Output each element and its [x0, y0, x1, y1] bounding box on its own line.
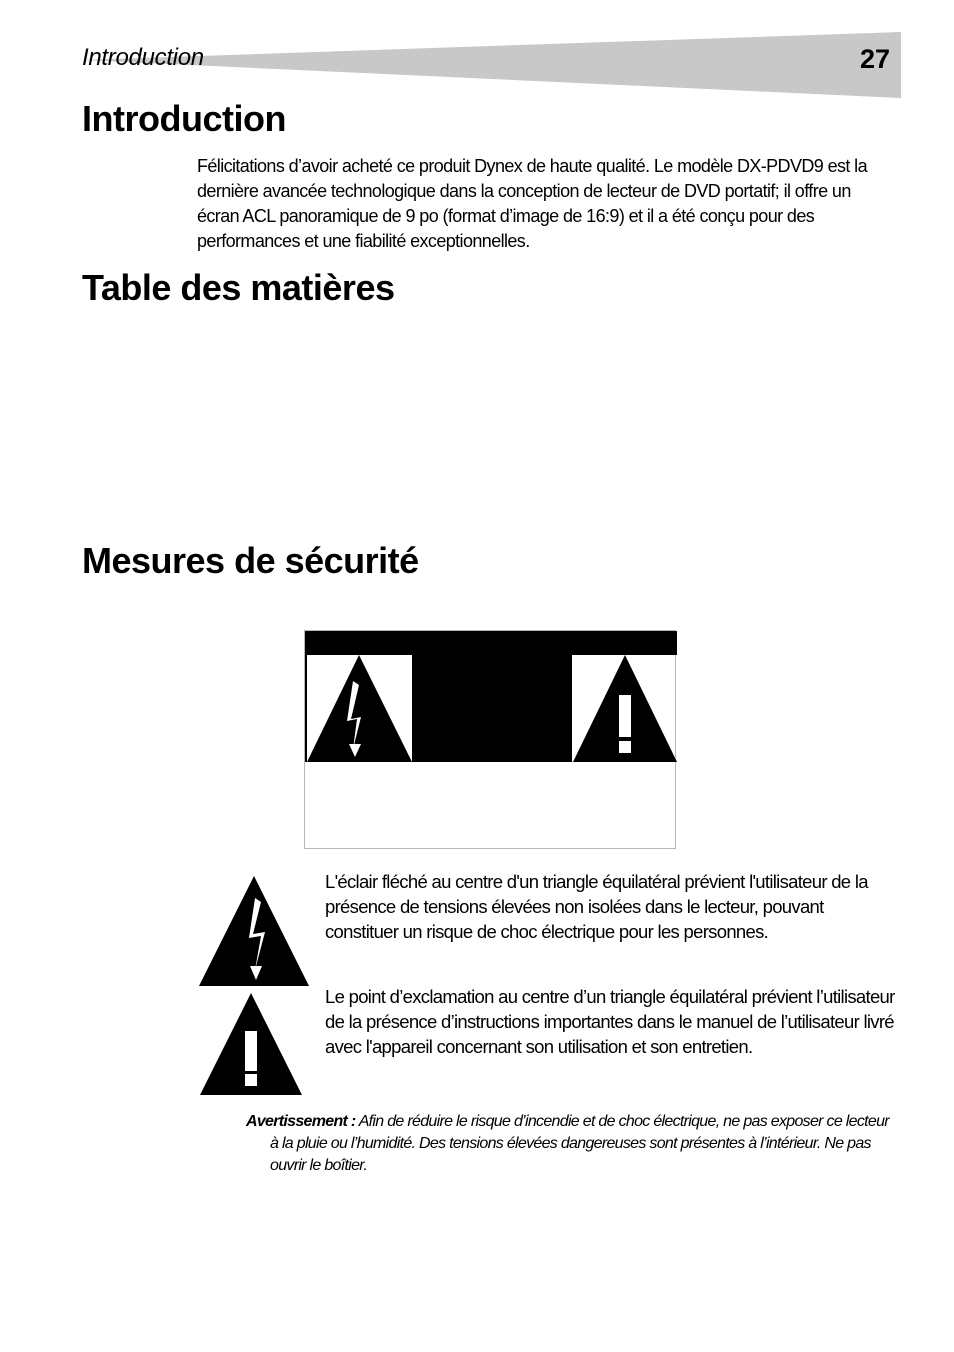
table-of-contents-heading: Table des matières: [82, 267, 395, 308]
exclamation-symbol-description: Le point d’exclamation au centre d’un triangle équilatéral prévient l’utilisateur de la présence d’instructions importantes dans le manuel de l’utilisateur livré avec l'appareil concernant son utilisation et son entretien.: [325, 986, 895, 1057]
warning-note: [246, 1111, 890, 1177]
running-title: Introduction: [82, 44, 204, 71]
lightning-triangle-icon: [199, 876, 309, 986]
introduction-paragraph: Félicitations d’avoir acheté ce produit Dynex de haute qualité. Le modèle DX-PDVD9 est la dernière avancée technologique dans la conception de lecteur de DVD portatif; il offre un écran ACL panoramique de 9 po (format d’image de 16:9) et il a été conçu pour des performances et une fiabilité exceptionnelles.: [197, 156, 867, 251]
warning-label: Avertissement :: [246, 1113, 356, 1130]
introduction-heading: Introduction: [82, 98, 286, 139]
safety-heading: Mesures de sécurité: [82, 540, 419, 581]
caution-label-box: [304, 630, 676, 849]
exclamation-triangle-icon: [200, 993, 302, 1095]
lightning-warning-triangle-icon: [307, 655, 412, 762]
lightning-symbol-description: L'éclair fléché au centre d'un triangle équilatéral prévient l'utilisateur de la présence de tensions élevées non isolées dans le lecteur, pouvant constituer un risque de choc électrique pour les personnes.: [325, 871, 868, 942]
page-number: 27: [859, 44, 890, 74]
warning-text: Afin de réduire le risque d’incendie et de choc électrique, ne pas exposer ce lecteur à la pluie ou l’humidité. Des tensions élevées dangereuses sont présentes à l’intérieur. Ne pas ouvrir le boîtier.: [270, 1113, 889, 1174]
exclamation-warning-triangle-icon: [573, 655, 677, 762]
caution-label-graphic: [305, 631, 677, 850]
